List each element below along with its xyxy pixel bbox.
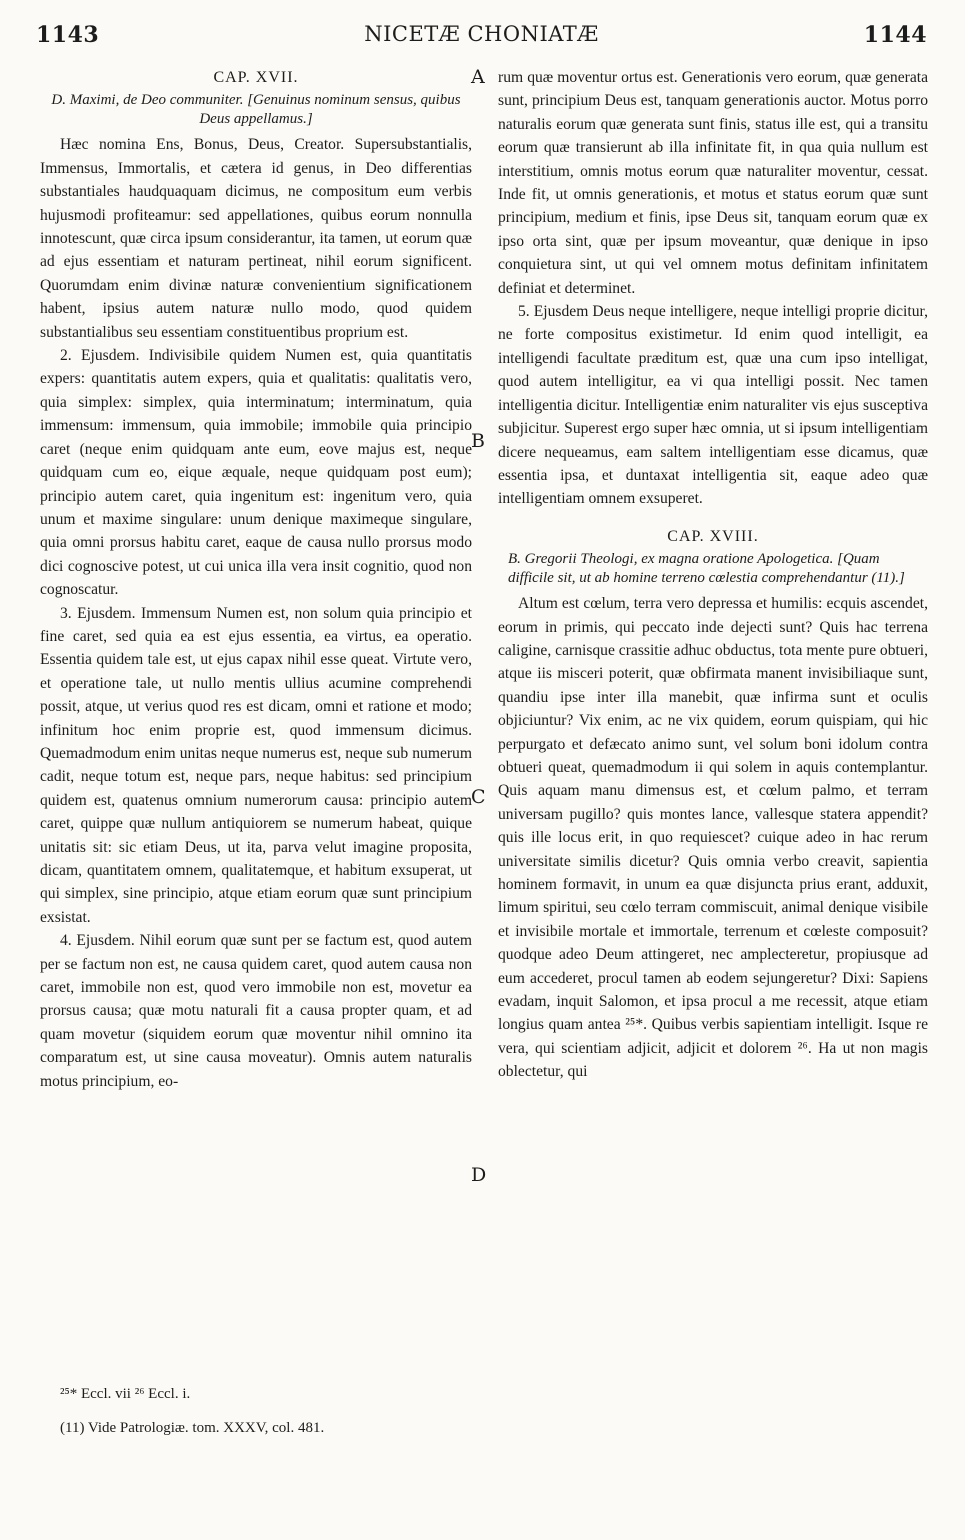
footnote-patrologia: (11) Vide Patrologiæ. tom. XXXV, col. 481. <box>60 1420 325 1436</box>
left-column <box>40 66 472 1093</box>
page-number-left: 1143 <box>36 22 100 48</box>
page-number-right: 1144 <box>863 22 927 48</box>
paragraph-gregory: Altum est cœlum, terra vero depressa et humilis: ecquis ascendet, eorum in primis, qui peccato inde dejecti sunt? Quis hac terrena caligine, carnisque crassitie adhuc obductus, tota mente pure obtueri, atque iis misceri poterit, quæ obfirmata manent invisibiliaque sunt, quandiu ipse inter illa manebit, quæ infirma sunt et oculis objiciuntur? Vix enim, ac ne vix quidem, eorum quispiam, qui hic perpurgato et defæcato animo sunt, vel solum boni idolum contra obtueri queat, quemadmodum ii qui solem in aquis contemplantur. Quis aquam manu dimensus est, et cœlum palmo, et terram universam pugillo? quis montes lance, vallesque statera appendit? quis ille locus erit, in quo requiescet? cuique adeo in hac rerum universitate similis dicetur? Quis omnia verbo creavit, sapientia hominem formavit, in unum ea quæ disjuncta prius erant, adduxit, limum spiritui, seu cœlo terram commiscuit, animal denique visibile et invisibile mortale et immortale, terrenum et cœleste composuit? quodque adeo Deum attingeret, nec amplecteretur, propiusque ad eum accederet, procul tamen ab eodem sejungeretur? Dixi: Sapiens evadam, inquit Salomon, et ipsa procul a me recessit, atque etiam longius quam antea ²⁵*. Quibus verbis sapientiam intelligit. Isque re vera, qui scientiam adjicit, adjicit et dolorem ²⁶. Ha ut non magis oblectetur, qui <box>498 595 928 1081</box>
paragraph-continuation: rum quæ moventur ortus est. Generationis vero eorum, quæ generata sunt, principium Deus est, tanquam generationis auctor. Motus porro naturalis eorum quæ generata sunt finis, status ille est, qui a transitu eorum quæ transierunt ab illa infinitate fit, in qua quia nullum est interstitium, omnis motus eorum quæ naturaliter moventur, cessat. Inde fit, ut omnis generationis, et motus et status eorum quæ sunt principium, medium et finis, ipse Deus sit, tanquam eorum quæ ex ipso orta sint, quæ per ipsum moveantur, quæ denique in ipso conquietura sint, ut qui vel omnem motus definitam infinitatem definiat et determinet. <box>498 69 928 297</box>
paragraph-2: 2. Ejusdem. Indivisibile quidem Numen est, quia quantitatis expers: quantitatis autem expers, quia et qualitatis: qualitatis vero, quia simplex: simplex, quia interminatum; interminatum, quia immensum: immensum, quia immobile; immobile quia principio caret (neque enim quidquam ante eum, eove majus est, neque quidquam cum eo, eique æquale, neque quidquam post eum); principio autem caret, quia ingenitum est: ingenitum vero, quia unum et maxime singulare: unum denique maximeque singulare, quia omni prorsus habitu caret, eaque de causa nullo prorsus modo dici cognoscive potest, ut cui unica illa vera insit cognitio, quod non cognoscatur. <box>40 347 472 599</box>
right-column <box>498 66 928 1084</box>
running-title: NICETÆ CHONIATÆ <box>364 22 599 46</box>
chapter-rubric-xviii: B. Gregorii Theologi, ex magna oratione Apologetica. [Quam difficile sit, ut ab homine terreno cœlestia comprehendantur (11).] <box>508 551 905 587</box>
chapter-heading-xviii: CAP. XVIII. <box>667 527 759 545</box>
chapter-rubric-xvii: D. Maximi, de Deo communiter. [Genuinus nominum sensus, quibus Deus appellamus.] <box>51 92 461 128</box>
paragraph-1: Hæc nomina Ens, Bonus, Deus, Creator. Supersubstantialis, Immensus, Immortalis, et cætera id genus, in Deo differentias substantiales haudquaquam dicimus, ne compositum eum verbis hujusmodi profiteamur: sed appellationes, quibus eorum nonnulla innotescunt, quæ circa ipsum considerantur, ita tamen, ut eorum quæ ad ejus essentiam et naturam pertineat, nihil eorum significent. Quorumdam enim divinæ naturæ convenientium significationem habent, ipsius autem naturæ nullo modo, quod quidem substantialibus seu essentiam constituentibus proprium est. <box>40 136 472 341</box>
paragraph-3: 3. Ejusdem. Immensum Numen est, non solum quia principio et fine caret, sed quia ea est ejus essentia, ea virtus, ea operatio. Essentia quidem tale est, ut ejus capax nihil esse queat. Virtute vero, et operatione tale, ut nullo mentis ullius acumine comprehendi possit, atque, ut verius quod res est dicam, omni et ratione et modo; infinitum hoc enim proprie est, quod immensum dicimus. Quemadmodum enim unitas neque numerus est, neque sub numerum cadit, neque totum est, neque pars, neque habitus: sed principium quidem est, quatenus omnium numerorum causa: principio autem caret, quippe quæ nullum antiquiorem se numerum habeat, quique unitatis sit: sic etiam Deus, ut ita, parva velut imagine proposita, dicam, quantitatem omnem, qualitatemque, et habitum exsuperat, ut qui simplex, sine principio, atque etiam eorum quæ sunt principium exsistat. <box>40 604 472 926</box>
paragraph-4: 4. Ejusdem. Nihil eorum quæ sunt per se factum est, quod autem per se factum non est, ne causa quidem caret, quod autem causa non caret, immobile non est, quod vero immobile non est, movetur ea prorsus causa; quæ motu naturali fit a causa propter quam, et ad quam movetur (siquidem eorum quæ moventur nihil omnino ita comparatum est, ut sine causa moveatur). Omnis autem naturalis motus principium, eo- <box>40 932 472 1090</box>
margin-marker-a: A <box>471 66 485 88</box>
chapter-heading-xvii: CAP. XVII. <box>213 69 299 86</box>
margin-marker-c: C <box>471 786 486 808</box>
paragraph-5: 5. Ejusdem Deus neque intelligere, neque intelligi proprie dicitur, ne forte compositus existimetur. Id enim quod intelligit, ea intelligendi facultate præditum est, quæ una cum ipso intelligat, quod autem intelligitur, ea vi qua intelligi possit. Nec tamen intelligentia dicitur. Intelligentiæ enim naturaliter vis ejus susceptiva subjicitur. Superest ergo super hæc omnia, ut si ipsum intelligentiam dicere nequeamus, eam saltem intelligentiam esse dicamus, quæ essentia ipsa, et duntaxat intelligentia sit, eaque adeo quæ intelligentiam omnem exsuperet. <box>498 303 928 508</box>
footnote-scripture: ²⁵* Eccl. vii ²⁶ Eccl. i. <box>60 1386 191 1402</box>
margin-marker-d: D <box>471 1164 487 1186</box>
page-header <box>36 22 927 58</box>
margin-marker-b: B <box>471 430 485 452</box>
